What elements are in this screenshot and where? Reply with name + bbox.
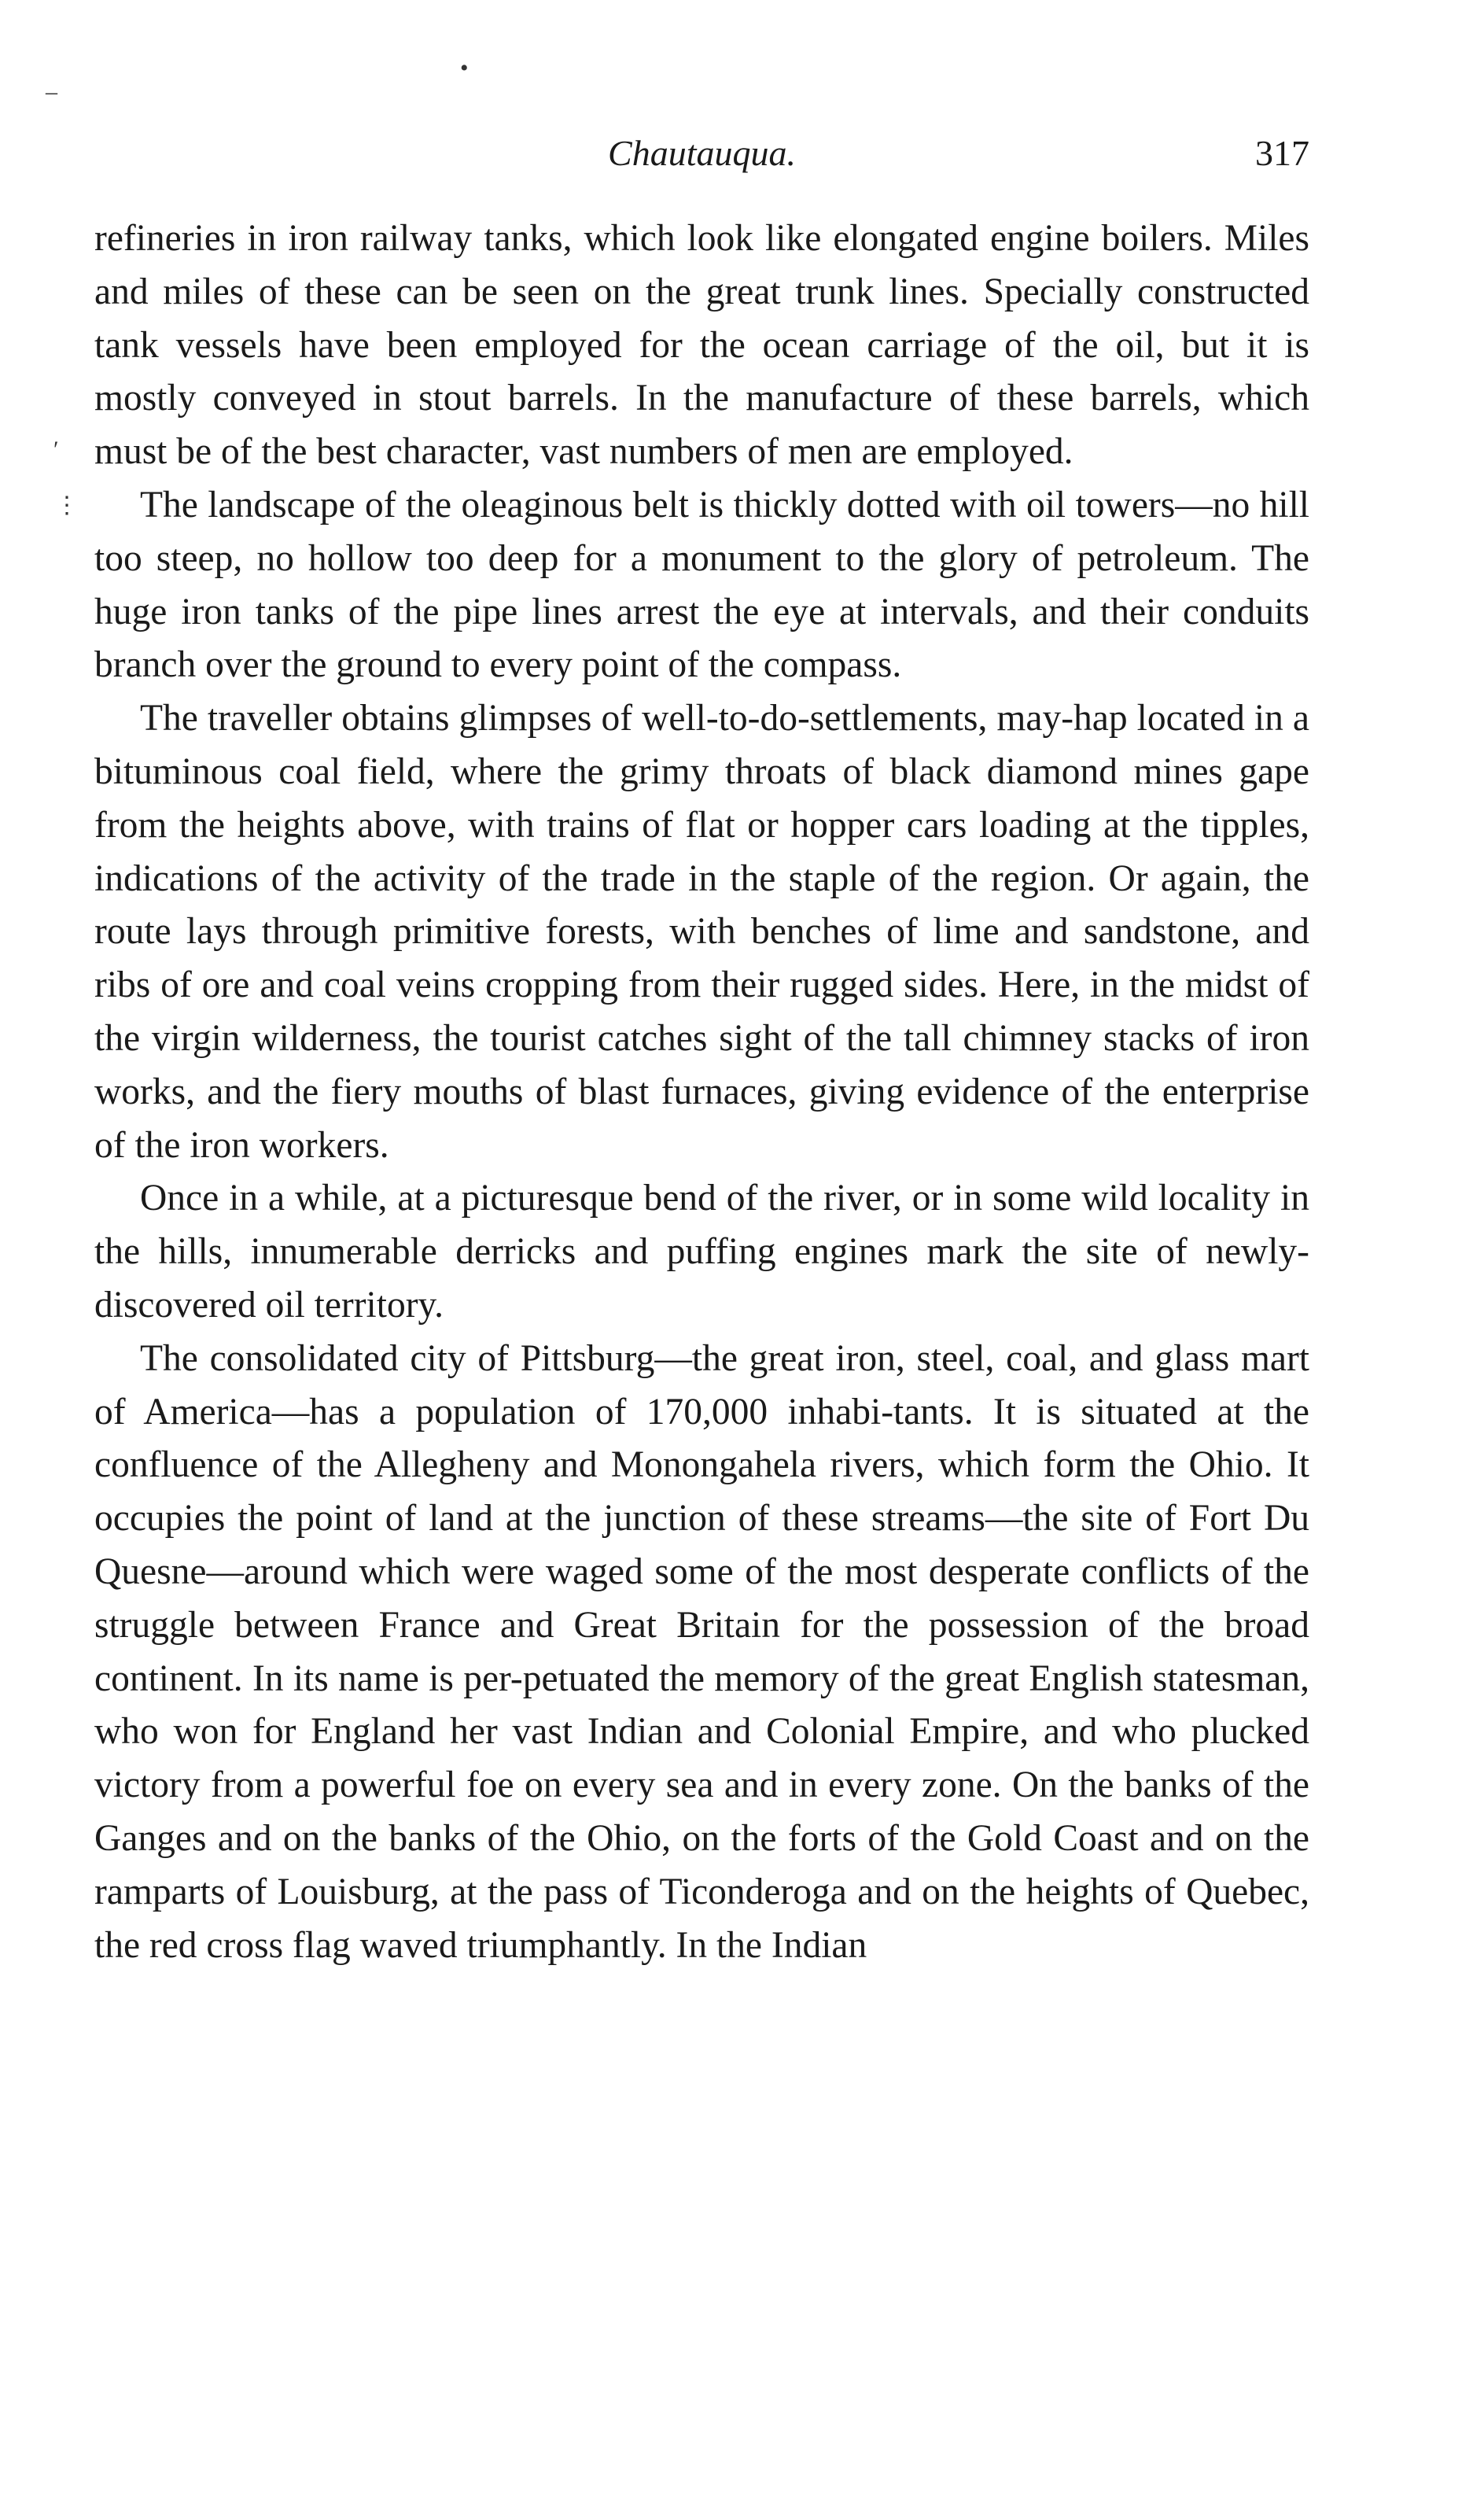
stray-dash-mark: – — [46, 79, 57, 105]
page-number: 317 — [1255, 133, 1309, 173]
book-page — [94, 118, 1309, 1972]
paragraph-traveller: The traveller obtains glimpses of well-to-do-settlements, may-hap located in a bituminous coal field, where the grimy throats of black diamond mines gape from the heights above, with trains of flat or hopper cars loading at the tipples, indications of the activity of the trade in the staple of the region. Or again, the route lays through primitive forests, with benches of lime and sandstone, and ribs of ore and coal veins cropping from their rugged sides. Here, in the midst of the virgin wilderness, the tourist catches sight of the tall chimney stacks of iron works, and the fiery mouths of blast furnaces, giving evidence of the enterprise of the iron workers. — [94, 698, 1309, 1166]
paragraph-oil-towers: The landscape of the oleaginous belt is thickly dotted with oil towers—no hill too steep, no hollow too deep for a monument to the glory of petroleum. The huge iron tanks of the pipe lines arrest the eye at intervals, and their conduits branch over the ground to every point of the compass. — [94, 484, 1309, 686]
running-header — [94, 118, 1309, 181]
margin-tick-mark: ⋮ — [55, 492, 79, 518]
running-title: Chautauqua. — [608, 133, 796, 173]
stray-dot-mark: • — [460, 55, 469, 81]
paragraph-derricks: Once in a while, at a picturesque bend of the river, or in some wild locality in the hills, innumerable derricks and puffing engines mark the site of newly-discovered oil territory. — [94, 1178, 1309, 1326]
paragraph-tank-cars: refineries in iron railway tanks, which look like elongated engine boilers. Miles and miles of these can be seen on the great trunk lines. Specially constructed tank vessels have been employed for the ocean carriage of the oil, but it is mostly conveyed in stout barrels. In the manufacture of these barrels, which must be of the best character, vast numbers of men are employed. — [94, 218, 1309, 473]
paragraph-pittsburg: The consolidated city of Pittsburg—the great iron, steel, coal, and glass mart of America—has a population of 170,000 inhabi-tants. It is situated at the confluence of the Allegheny and Monongahela rivers, which form the Ohio. It occupies the point of land at the junction of these streams—the site of Fort Du Quesne—around which were waged some of the most desperate conflicts of the struggle between France and Great Britain for the possession of the broad continent. In its name is per-petuated the memory of the great English statesman, who won for England her vast Indian and Colonial Empire, and who plucked victory from a powerful foe on every sea and in every zone. On the banks of the Ganges and on the banks of the Ohio, on the forts of the Gold Coast and on the ramparts of Louisburg, at the pass of Ticonderoga and on the heights of Quebec, the red cross flag waved triumphantly. In the Indian — [94, 1337, 1309, 1966]
margin-tick-mark: ′ — [53, 437, 59, 463]
